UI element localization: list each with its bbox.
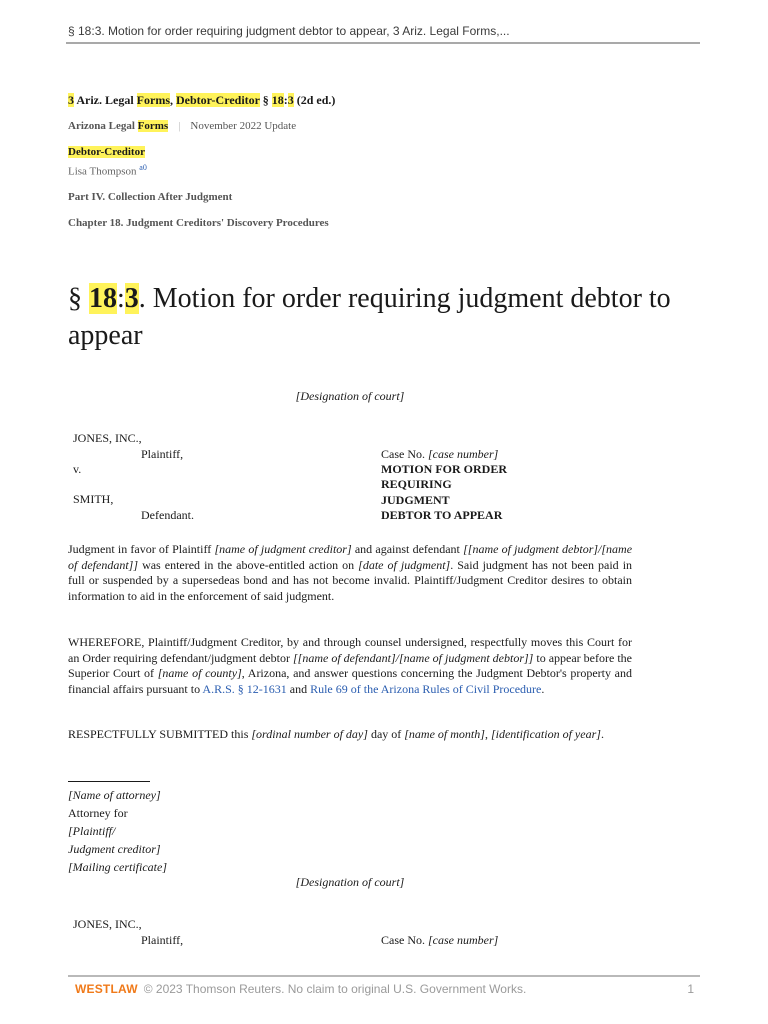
citation-section-symbol: § [262, 93, 269, 107]
publication-name-forms: Forms [137, 120, 169, 132]
court-designation: [Designation of court] [295, 389, 405, 403]
p2-county-placeholder: [name of county] [157, 666, 242, 680]
westlaw-logo: WESTLAW [75, 982, 138, 996]
case-number [381, 447, 498, 462]
author-name: Lisa Thompson [68, 165, 137, 178]
motion-line-1: MOTION FOR ORDER [381, 462, 507, 476]
attorney-client-line-1: [Plaintiff/ [68, 824, 116, 838]
paragraph-judgment [68, 542, 632, 604]
p2-text-1: WHEREFORE, Plaintiff/Judgment Creditor, by and through counsel undersigned, respectfully moves this Court for an Order requiring defendant/judgment debtor [68, 635, 632, 665]
p3-text-1: RESPECTFULLY SUBMITTED this [68, 727, 249, 741]
document-header-title: § 18:3. Motion for order requiring judgment debtor to appear, 3 Ariz. Legal Forms,... [68, 24, 510, 38]
p2-text-5: . [541, 681, 545, 696]
p1-text-1: Judgment in favor of Plaintiff [68, 542, 212, 556]
author-footnote-link[interactable]: a0 [139, 163, 147, 172]
section-title [68, 280, 708, 354]
case-number-label-2: Case No. [381, 933, 425, 947]
page-number: 1 [687, 982, 694, 996]
p1-text-4: . Said judgment has not been paid in full or suspended by a supersedeas bond and has not become invalid. Plaintiff/Judgment Creditor desires to obtain information to aid in the enforcement of said judgment. [68, 557, 633, 603]
plaintiff-name: JONES, INC., [73, 431, 142, 445]
p3-month-placeholder: [name of month] [404, 727, 485, 741]
p3-text-4: . [600, 727, 604, 741]
footer-divider [68, 975, 700, 977]
citation-ariz-legal: Ariz. Legal [76, 93, 134, 107]
p2-text-4: and [289, 681, 308, 696]
plaintiff-name-2: JONES, INC., [73, 917, 142, 931]
case-number-2 [381, 933, 498, 948]
defendant-label: Defendant. [141, 508, 194, 522]
topic-heading [68, 146, 145, 158]
citation-colon: : [283, 93, 288, 107]
citation-forms: Forms [136, 93, 170, 107]
citation-debtor-creditor: Debtor-Creditor [176, 93, 260, 107]
p1-text-3: was entered in the above-entitled action on [142, 557, 355, 572]
plaintiff-label-2: Plaintiff, [141, 933, 184, 947]
publication-line [68, 120, 296, 132]
case-number-value: [case number] [428, 447, 499, 461]
p3-year-placeholder: [identification of year] [490, 727, 601, 741]
p2-text-2: to appear before the Superior Court of [68, 650, 632, 680]
part-heading: Part IV. Collection After Judgment [68, 191, 233, 203]
page-footer [75, 982, 695, 996]
p3-text-3: , [484, 727, 488, 741]
mailing-certificate-placeholder: [Mailing certificate] [68, 860, 167, 874]
plaintiff-label: Plaintiff, [141, 447, 184, 461]
title-num-3: 3 [124, 283, 139, 314]
attorney-name-placeholder: [Name of attorney] [68, 788, 161, 802]
versus-label: v. [73, 462, 82, 476]
motion-line-4: DEBTOR TO APPEAR [381, 507, 503, 522]
topic-text: Debtor-Creditor [68, 146, 145, 158]
case-number-value-2: [case number] [428, 933, 499, 947]
author-line [68, 163, 147, 178]
publication-update: November 2022 Update [190, 120, 297, 132]
citation-num-3: 3 [287, 93, 294, 107]
publication-name [68, 120, 168, 132]
publication-name-prefix: Arizona Legal [68, 120, 135, 132]
motion-line-3: JUDGMENT [381, 492, 450, 507]
attorney-for-label: Attorney for [68, 806, 128, 820]
case-number-label: Case No. [381, 447, 425, 461]
chapter-heading: Chapter 18. Judgment Creditors' Discovery Procedures [68, 217, 329, 229]
publication-separator: | [178, 120, 181, 132]
p1-date-placeholder: [date of judgment] [358, 557, 451, 572]
attorney-client-line-2: Judgment creditor] [68, 842, 161, 856]
p1-text-2: and against defendant [354, 542, 460, 556]
paragraph-submitted [68, 727, 632, 743]
title-rest: . Motion for order requiring judgment debtor to appear [68, 283, 671, 351]
citation-edition: (2d ed.) [296, 93, 336, 107]
citation-comma: , [170, 93, 173, 107]
motion-line-2: REQUIRING [381, 477, 452, 492]
defendant-name: SMITH, [73, 492, 114, 506]
title-prefix: § [68, 283, 89, 314]
p3-text-2: day of [370, 727, 402, 741]
signature-block [68, 786, 167, 876]
header-divider [66, 42, 700, 44]
motion-caption-title [381, 462, 507, 523]
copyright-notice: © 2023 Thomson Reuters. No claim to original U.S. Government Works. [143, 982, 527, 996]
p2-defendant-placeholder: [[name of defendant]/[name of judgment debtor]] [292, 650, 534, 665]
p1-judgment-debtor-placeholder: [[name of judgment debtor]/[name of defendant]] [68, 542, 633, 572]
rule-69-link[interactable]: Rule 69 of the Arizona Rules of Civil Procedure [310, 681, 542, 696]
court-designation-2: [Designation of court] [295, 875, 405, 889]
p3-day-placeholder: [ordinal number of day] [251, 727, 368, 741]
p2-text-3: , Arizona, and answer questions concerning the Judgment Debtor's property and financial affairs pursuant to [68, 666, 633, 696]
paragraph-wherefore [68, 635, 632, 697]
p1-judgment-creditor-placeholder: [name of judgment creditor] [214, 542, 352, 556]
citation-num-18: 18 [271, 93, 284, 107]
title-num-18: 18 [89, 283, 117, 314]
citation-volume: 3 [68, 93, 74, 107]
signature-line [68, 781, 150, 782]
citation-line [68, 93, 335, 108]
ars-statute-link[interactable]: A.R.S. § 12-1631 [202, 681, 287, 696]
title-colon: : [117, 283, 125, 314]
